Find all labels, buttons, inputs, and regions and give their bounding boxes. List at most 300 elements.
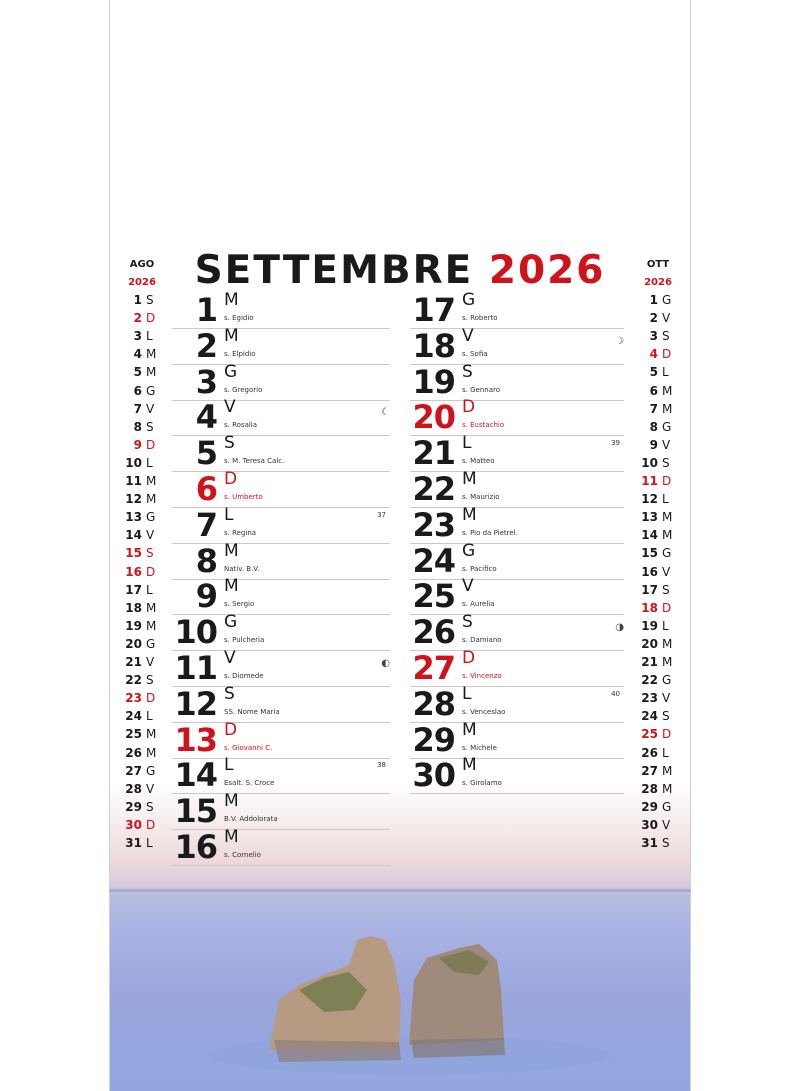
day-entry (410, 292, 624, 329)
week-number: 37 (377, 510, 386, 519)
saint-name: s. Roberto (462, 314, 498, 322)
day-letter: M (146, 365, 157, 380)
day-letter: M (662, 528, 673, 543)
saint-name: s. Damiano (462, 636, 502, 645)
day-number: 28 (641, 781, 658, 796)
day-entry (410, 361, 624, 401)
day-entry (172, 292, 390, 329)
saint-name: s. Gennaro (462, 385, 500, 394)
day-number: 30 (125, 817, 142, 832)
day-entry (410, 471, 624, 508)
week-number: 40 (611, 689, 620, 698)
day-number: 16 (125, 564, 142, 579)
prev_month-day (120, 725, 160, 743)
day-number: 31 (641, 836, 658, 850)
saint-name: s. Rosalia (224, 421, 258, 430)
weekday-letter: D (224, 469, 238, 489)
day-number: 30 (412, 756, 455, 795)
day-number: 6 (649, 383, 658, 398)
day-number: 22 (641, 673, 658, 688)
day-number: 14 (641, 528, 658, 543)
saint-name: s. Eustachio (462, 421, 505, 430)
day-letter: V (662, 311, 671, 326)
saint-name: s. Giovanni C. (224, 743, 273, 752)
prev_month-day (120, 707, 160, 725)
day-entry (172, 578, 390, 615)
day-letter: S (662, 836, 670, 850)
next-month-name: OTT (646, 259, 670, 270)
weekday-letter: S (224, 683, 235, 704)
weekday-letter: M (462, 719, 477, 740)
weekday-letter: D (462, 397, 476, 418)
day-letter: L (662, 618, 669, 633)
weekday-letter: M (462, 504, 477, 525)
day-letter: D (146, 691, 156, 706)
next_month-day (636, 327, 676, 345)
month-year: 2026 (488, 248, 606, 293)
day-letter: D (662, 727, 672, 742)
day-number: 1 (133, 293, 142, 307)
day-number: 8 (649, 419, 658, 434)
day-number: 9 (133, 437, 142, 452)
weekday-letter: M (462, 469, 477, 489)
day-number: 15 (125, 546, 142, 561)
day-entry (172, 540, 390, 580)
day-letter: M (146, 727, 157, 742)
prev_month-day (120, 526, 160, 544)
day-entry (172, 650, 390, 687)
day-entry (410, 757, 624, 794)
day-letter: D (662, 474, 672, 488)
day-entry (410, 504, 624, 544)
weekday-letter: S (462, 361, 473, 382)
day-number: 20 (412, 398, 455, 437)
day-letter: D (146, 817, 156, 832)
day-number: 16 (641, 564, 658, 579)
saint-name: s. Matteo (462, 457, 495, 466)
prev_month-day (120, 762, 160, 780)
day-entry (172, 719, 390, 759)
day-number: 18 (125, 600, 142, 615)
next_month-day (636, 834, 676, 852)
prev_month-day (120, 472, 160, 490)
prev_month-day (120, 400, 160, 418)
prev_month-day (120, 599, 160, 617)
day-number: 11 (125, 474, 142, 488)
day-entry (172, 504, 390, 544)
day-number: 27 (412, 649, 455, 687)
day-number: 3 (133, 329, 142, 344)
next_month-day (636, 744, 676, 762)
day-number: 2 (649, 311, 658, 326)
day-number: 17 (641, 582, 658, 597)
day-number: 11 (641, 474, 658, 488)
next_month-day (636, 508, 676, 526)
prev_month-day (120, 744, 160, 762)
day-letter: G (662, 799, 672, 814)
day-letter: L (662, 745, 669, 760)
day-letter: M (146, 600, 157, 615)
day-letter: M (146, 474, 157, 488)
day-number: 6 (195, 470, 217, 508)
weekday-letter: M (224, 290, 239, 310)
next_month-day (636, 762, 676, 780)
day-letter: G (662, 419, 672, 434)
day-entry (410, 578, 624, 615)
weekday-letter: M (224, 540, 239, 561)
day-number: 27 (641, 763, 658, 778)
day-number: 13 (174, 720, 217, 759)
next_month-day (636, 563, 676, 581)
day-letter: M (662, 655, 673, 669)
day-number: 20 (641, 636, 658, 651)
next_month-day (636, 599, 676, 617)
prev_month-day (120, 345, 160, 363)
day-number: 19 (641, 618, 658, 633)
next_month-day (636, 309, 676, 327)
day-letter: M (662, 401, 673, 416)
day-number: 27 (125, 763, 142, 778)
day-number: 31 (125, 836, 142, 850)
saint-name: s. Pacifico (462, 564, 497, 573)
prev_month-day (120, 653, 160, 671)
prev_month-day (120, 418, 160, 436)
prev_month-day (120, 689, 160, 707)
prev_month-day (120, 671, 160, 689)
day-letter: V (146, 401, 155, 416)
day-number: 23 (641, 691, 658, 706)
day-entry (172, 829, 390, 866)
saint-name: s. Regina (224, 528, 257, 537)
day-number: 4 (195, 398, 217, 437)
day-number: 4 (133, 347, 142, 362)
next_month-day (636, 689, 676, 707)
day-entry (410, 325, 624, 365)
prev_month-day (120, 454, 160, 472)
day-entry (172, 361, 390, 401)
day-entry (410, 719, 624, 759)
day-number: 17 (125, 582, 142, 597)
prev_month-day (120, 834, 160, 852)
day-number: 22 (125, 673, 142, 688)
day-letter: L (146, 836, 153, 850)
day-number: 12 (125, 492, 142, 507)
day-number: 24 (125, 709, 142, 724)
new-moon-icon: ◐ (381, 658, 390, 669)
prev_month-day (120, 508, 160, 526)
day-letter: S (662, 329, 670, 344)
prev_month-day (120, 544, 160, 562)
day-letter: M (146, 618, 157, 633)
weekday-letter: V (462, 325, 474, 346)
day-letter: L (662, 492, 669, 507)
first-quarter-moon-icon: ☽ (615, 335, 624, 347)
day-number: 3 (195, 362, 217, 401)
day-number: 3 (649, 329, 658, 344)
saint-name: s. Michele (462, 743, 497, 752)
day-number: 29 (412, 720, 455, 759)
day-number: 15 (174, 792, 217, 831)
next_month-day (636, 725, 676, 743)
day-number: 20 (125, 636, 142, 651)
saint-name: s. Maurizio (462, 493, 500, 501)
next_month-day (636, 671, 676, 689)
weekday-letter: M (224, 791, 239, 812)
next_month-day (636, 526, 676, 544)
weekday-letter: M (224, 827, 239, 847)
day-number: 12 (641, 492, 658, 507)
weekday-letter: V (462, 576, 474, 597)
next_month-day (636, 382, 676, 400)
day-number: 11 (174, 649, 217, 687)
weekday-letter: G (462, 540, 476, 561)
day-number: 12 (174, 684, 217, 723)
next_month-day (636, 635, 676, 653)
next_month-day (636, 816, 676, 834)
prev-month-name: AGO (129, 259, 155, 270)
saint-name: s. Aurelia (462, 600, 495, 609)
day-number: 6 (133, 383, 142, 398)
day-number: 28 (412, 684, 455, 723)
day-number: 10 (174, 613, 217, 652)
weekday-letter: G (462, 290, 476, 310)
saint-name: s. Sofia (462, 349, 488, 358)
day-letter: S (146, 799, 154, 814)
last-quarter-moon-icon: ☾ (381, 407, 390, 419)
day-entry (410, 399, 624, 436)
day-letter: D (662, 347, 672, 362)
month-title (0, 248, 800, 293)
day-letter: G (146, 383, 156, 398)
prev_month-day (120, 816, 160, 834)
day-number: 28 (125, 781, 142, 796)
next_month-day (636, 581, 676, 599)
day-number: 25 (412, 577, 455, 616)
day-number: 24 (641, 709, 658, 724)
day-number: 21 (641, 655, 658, 669)
day-entry (410, 614, 624, 651)
day-number: 5 (195, 434, 217, 473)
day-letter: M (662, 510, 673, 525)
weekday-letter: S (462, 612, 473, 633)
weekday-letter: G (224, 612, 238, 633)
weekday-letter: S (224, 433, 235, 454)
day-number: 13 (125, 510, 142, 525)
day-entry (410, 650, 624, 687)
day-letter: V (662, 437, 671, 452)
weekday-letter: D (224, 719, 238, 740)
day-letter: V (146, 528, 155, 543)
saint-name: s. Umberto (224, 493, 263, 501)
day-number: 19 (125, 618, 142, 633)
prev_month-day (120, 490, 160, 508)
day-number: 8 (133, 419, 142, 434)
saint-name: s. Cornelio (224, 851, 261, 859)
day-entry (172, 325, 390, 365)
day-number: 18 (641, 600, 658, 615)
weekday-letter: M (224, 325, 239, 346)
day-number: 26 (412, 613, 455, 652)
saint-name: Nativ. B.V. (224, 564, 260, 573)
day-letter: D (662, 600, 672, 615)
day-letter: M (662, 781, 673, 796)
prev_month-day (120, 798, 160, 816)
full-moon-icon: ◑ (615, 622, 624, 634)
saint-name: Esalt. S. Croce (224, 779, 275, 788)
day-number: 26 (641, 745, 658, 760)
day-number: 4 (649, 347, 658, 362)
weekday-letter: V (224, 397, 236, 418)
month-name: SETTEMBRE (194, 248, 474, 293)
saint-name: s. Gregorio (224, 385, 263, 394)
saint-name: SS. Nome Maria (224, 707, 280, 716)
day-letter: L (146, 582, 153, 597)
next_month-day (636, 544, 676, 562)
day-letter: M (146, 492, 157, 507)
day-letter: G (146, 510, 156, 525)
day-letter: V (146, 781, 155, 796)
day-letter: M (662, 636, 673, 651)
weekday-letter: G (224, 361, 238, 382)
next_month-day (636, 291, 676, 309)
day-letter: S (146, 419, 154, 434)
weekday-letter: L (462, 683, 472, 704)
day-number: 30 (641, 817, 658, 832)
day-letter: M (146, 745, 157, 760)
day-number: 9 (649, 437, 658, 452)
next-month-year: 2026 (644, 277, 672, 288)
day-number: 2 (195, 326, 217, 365)
day-number: 14 (174, 756, 217, 795)
prev_month-day (120, 780, 160, 798)
day-letter: V (662, 817, 671, 832)
day-number: 7 (133, 401, 142, 416)
day-letter: V (146, 655, 155, 669)
day-number: 7 (649, 401, 658, 416)
weekday-letter: D (462, 648, 476, 668)
day-number: 21 (412, 434, 455, 473)
prev_month-day (120, 327, 160, 345)
saint-name: s. M. Teresa Calc. (224, 457, 285, 466)
day-letter: M (662, 383, 673, 398)
next_month-day (636, 454, 676, 472)
day-letter: S (662, 709, 670, 724)
day-number: 1 (195, 291, 217, 329)
saint-name: s. Pulcheria (224, 636, 265, 645)
day-number: 23 (125, 691, 142, 706)
day-letter: G (662, 293, 672, 307)
day-number: 22 (412, 470, 455, 508)
next_month-day (636, 472, 676, 490)
day-number: 15 (641, 546, 658, 561)
prev_month-day (120, 581, 160, 599)
weekday-letter: L (224, 755, 234, 776)
day-number: 17 (412, 291, 455, 329)
prev_month-day (120, 382, 160, 400)
day-entry (172, 793, 390, 830)
saint-name: s. Venceslao (462, 707, 506, 716)
prev-month-year: 2026 (128, 277, 156, 288)
day-number: 1 (649, 293, 658, 307)
day-entry (172, 757, 390, 794)
prev_month-day (120, 291, 160, 309)
weekday-letter: V (224, 648, 236, 668)
prev_month-day (120, 436, 160, 454)
day-number: 16 (174, 828, 217, 866)
day-number: 25 (641, 727, 658, 742)
day-number: 25 (125, 727, 142, 742)
week-number: 38 (377, 761, 386, 770)
day-number: 24 (412, 541, 455, 580)
day-number: 9 (195, 577, 217, 616)
day-number: 23 (412, 505, 455, 544)
day-number: 13 (641, 510, 658, 525)
prev_month-day (120, 309, 160, 327)
saint-name: B.V. Addolorata (224, 815, 278, 824)
day-letter: S (662, 455, 670, 470)
next_month-day (636, 707, 676, 725)
day-entry (172, 399, 390, 436)
day-letter: L (146, 455, 153, 470)
day-letter: S (662, 582, 670, 597)
day-letter: S (146, 293, 154, 307)
day-number: 14 (125, 528, 142, 543)
day-letter: S (146, 546, 154, 561)
next_month-day (636, 490, 676, 508)
weekday-letter: M (224, 576, 239, 597)
day-number: 5 (133, 365, 142, 380)
saint-name: s. Girolamo (462, 779, 502, 788)
day-entry (172, 614, 390, 651)
day-number: 10 (125, 455, 142, 470)
saint-name: s. Elpidio (224, 349, 256, 358)
day-number: 8 (195, 541, 217, 580)
weekday-letter: M (462, 755, 477, 776)
next_month-day (636, 345, 676, 363)
day-letter: G (146, 636, 156, 651)
day-entry (172, 471, 390, 508)
prev_month-day (120, 363, 160, 381)
next_month-day (636, 780, 676, 798)
prev_month-day (120, 617, 160, 635)
day-number: 29 (641, 799, 658, 814)
day-letter: M (662, 763, 673, 778)
day-letter: D (146, 437, 156, 452)
saint-name: s. Diomede (224, 672, 264, 680)
day-number: 10 (641, 455, 658, 470)
day-letter: M (146, 347, 157, 362)
saint-name: s. Vincenzo (462, 672, 502, 680)
day-letter: G (146, 763, 156, 778)
next_month-day (636, 418, 676, 436)
day-entry (172, 435, 390, 472)
next_month-day (636, 363, 676, 381)
weekday-letter: L (224, 504, 234, 525)
day-entry (410, 435, 624, 472)
day-letter: D (146, 311, 156, 326)
next_month-day (636, 400, 676, 418)
day-letter: L (662, 365, 669, 380)
day-number: 19 (412, 362, 455, 401)
saint-name: s. Egidio (224, 314, 254, 322)
next_month-day (636, 617, 676, 635)
day-entry (410, 683, 624, 723)
saint-name: s. Sergio (224, 600, 255, 609)
day-number: 29 (125, 799, 142, 814)
day-entry (172, 683, 390, 723)
day-letter: L (146, 329, 153, 344)
day-number: 5 (649, 365, 658, 380)
